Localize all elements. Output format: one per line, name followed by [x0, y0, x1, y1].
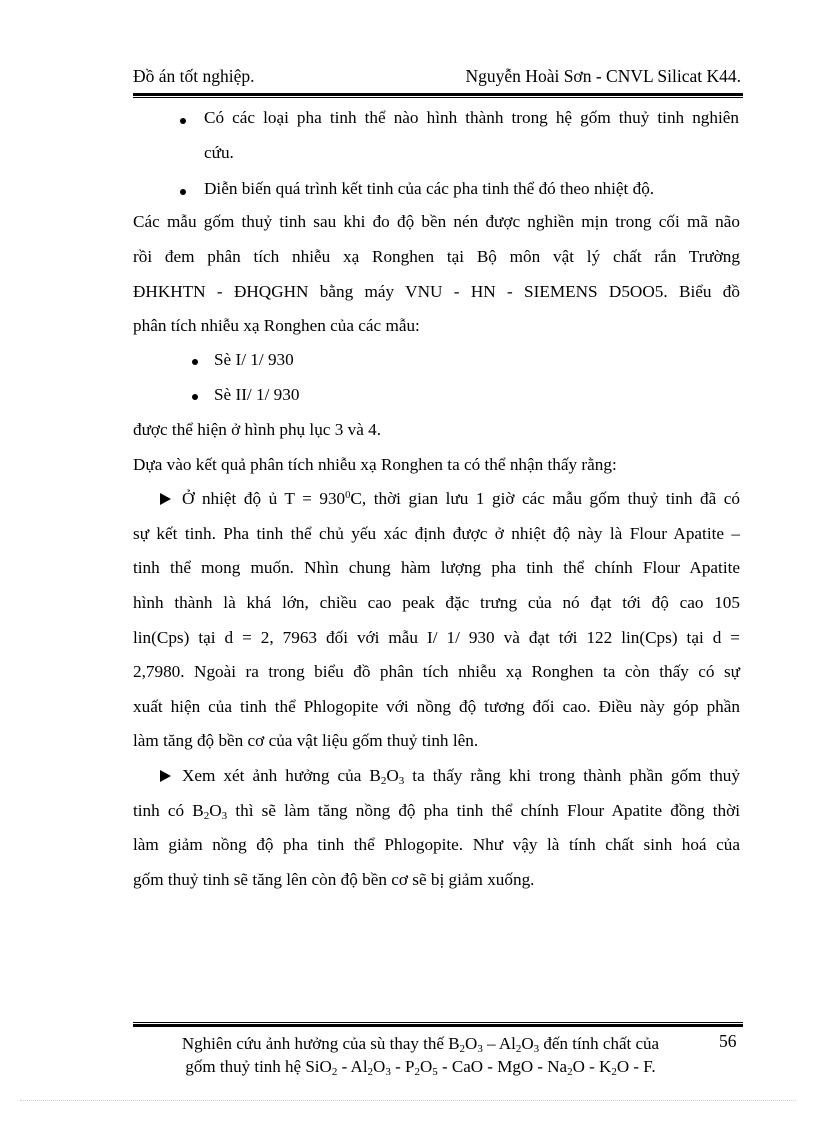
- page-header: [133, 66, 743, 92]
- arrow2-line-4: gốm thuỷ tinh sẽ tăng lên còn độ bền cơ sẽ bị giảm xuống.: [133, 870, 535, 889]
- para3: Dựa vào kết quả phân tích nhiễu xạ Ronghen ta có thể nhận thấy rằng:: [133, 455, 617, 474]
- arrow1-line-4: hình thành là khá lớn, chiều cao peak đặc trưng của nó đạt tới độ cao 105: [133, 593, 740, 612]
- header-right: Nguyễn Hoài Sơn - CNVL Silicat K44.: [465, 66, 741, 86]
- bullet-item-1-line-2: cứu.: [204, 143, 234, 162]
- arrow1-line-2: sự kết tinh. Pha tinh thể chủ yếu xác định được ở nhiệt độ này là Flour Apatite –: [133, 524, 740, 543]
- para1-line-2: rồi đem phân tích nhiễu xạ Ronghen tại Bộ môn vật lý chất rắn Trường: [133, 247, 740, 266]
- bullet-icon: [192, 359, 198, 365]
- arrow1-line-7: xuất hiện của tinh thể Phlogopite với nồng độ tương đối cao. Điều này góp phần: [133, 697, 740, 716]
- bullet-item-2: Diễn biến quá trình kết tinh của các pha tinh thể đó theo nhiệt độ.: [204, 179, 655, 198]
- bullet-icon: [192, 394, 198, 400]
- arrow1-line-5: lin(Cps) tại d = 2, 7963 đối với mẫu I/ 1/ 930 và đạt tới 122 lin(Cps) tại d =: [133, 628, 740, 647]
- arrow-bullet-icon: [160, 493, 171, 505]
- page-number: 56: [719, 1031, 737, 1051]
- bullet-icon: [180, 189, 186, 195]
- bullet-item-1-line-1: Có các loại pha tinh thể nào hình thành trong hệ gốm thuỷ tinh nghiên: [204, 108, 739, 127]
- page-edge-divider: [20, 1100, 796, 1101]
- arrow1-line-6: 2,7980. Ngoài ra trong biểu đồ phân tích nhiễu xạ Ronghen ta còn thấy có sự: [133, 662, 740, 681]
- para2: được thể hiện ở hình phụ lục 3 và 4.: [133, 420, 382, 439]
- arrow2-line-3: làm giảm nồng độ pha tinh thể Phlogopite. Như vậy là tính chất sinh hoá của: [133, 835, 740, 854]
- arrow1-line-1: Ở nhiệt độ ủ $T = 930^0C$, thời gian lưu 1 giờ các mẫu gốm thuỷ tinh đã có: [182, 489, 740, 508]
- footer-line-2: gốm thuỷ tinh hệ $SiO_2 - Al_2O_3 - P_2O_5$ - CaO - MgO - $Na_2O - K_2O$ - F.: [185, 1057, 656, 1078]
- page-footer: [133, 1032, 708, 1078]
- sample-item-2: Sè II/ 1/ 930: [214, 385, 300, 404]
- para1-line-3: ĐHKHTN - ĐHQGHN bằng máy VNU - HN - SIEMENS D5OO5. Biểu đồ: [133, 282, 740, 301]
- sample-item-1: Sè I/ 1/ 930: [214, 350, 294, 369]
- arrow1-line-8: làm tăng độ bền cơ của vật liệu gốm thuỷ tinh lên.: [133, 731, 479, 750]
- arrow-bullet-icon: [160, 770, 171, 782]
- para1-line-4: phân tích nhiễu xạ Ronghen của các mẫu:: [133, 316, 420, 335]
- footer-rule: [133, 1022, 743, 1027]
- para1-line-1: Các mẫu gốm thuỷ tinh sau khi đo độ bền nén được nghiền mịn trong cối mã não: [133, 212, 740, 231]
- arrow2-line-1: Xem xét ảnh hưởng của $B_2O_3$ ta thấy rằng khi trong thành phần gốm thuỷ: [182, 766, 740, 787]
- arrow1-line-3: tinh thể mong muốn. Nhìn chung hàm lượng pha tinh thể chính Flour Apatite: [133, 558, 740, 577]
- bullet-icon: [180, 118, 186, 124]
- header-left: Đồ án tốt nghiệp.: [133, 66, 255, 86]
- arrow2-line-2: tinh có $B_2O_3$ thì sẽ làm tăng nồng độ pha tinh thể chính Flour Apatite đồng thời: [133, 801, 740, 822]
- header-rule: [133, 93, 743, 98]
- footer-line-1: Nghiên cứu ảnh hưởng của sù thay thế $B_2O_3 - Al_2O_3$ đến tính chất của: [181, 1034, 660, 1055]
